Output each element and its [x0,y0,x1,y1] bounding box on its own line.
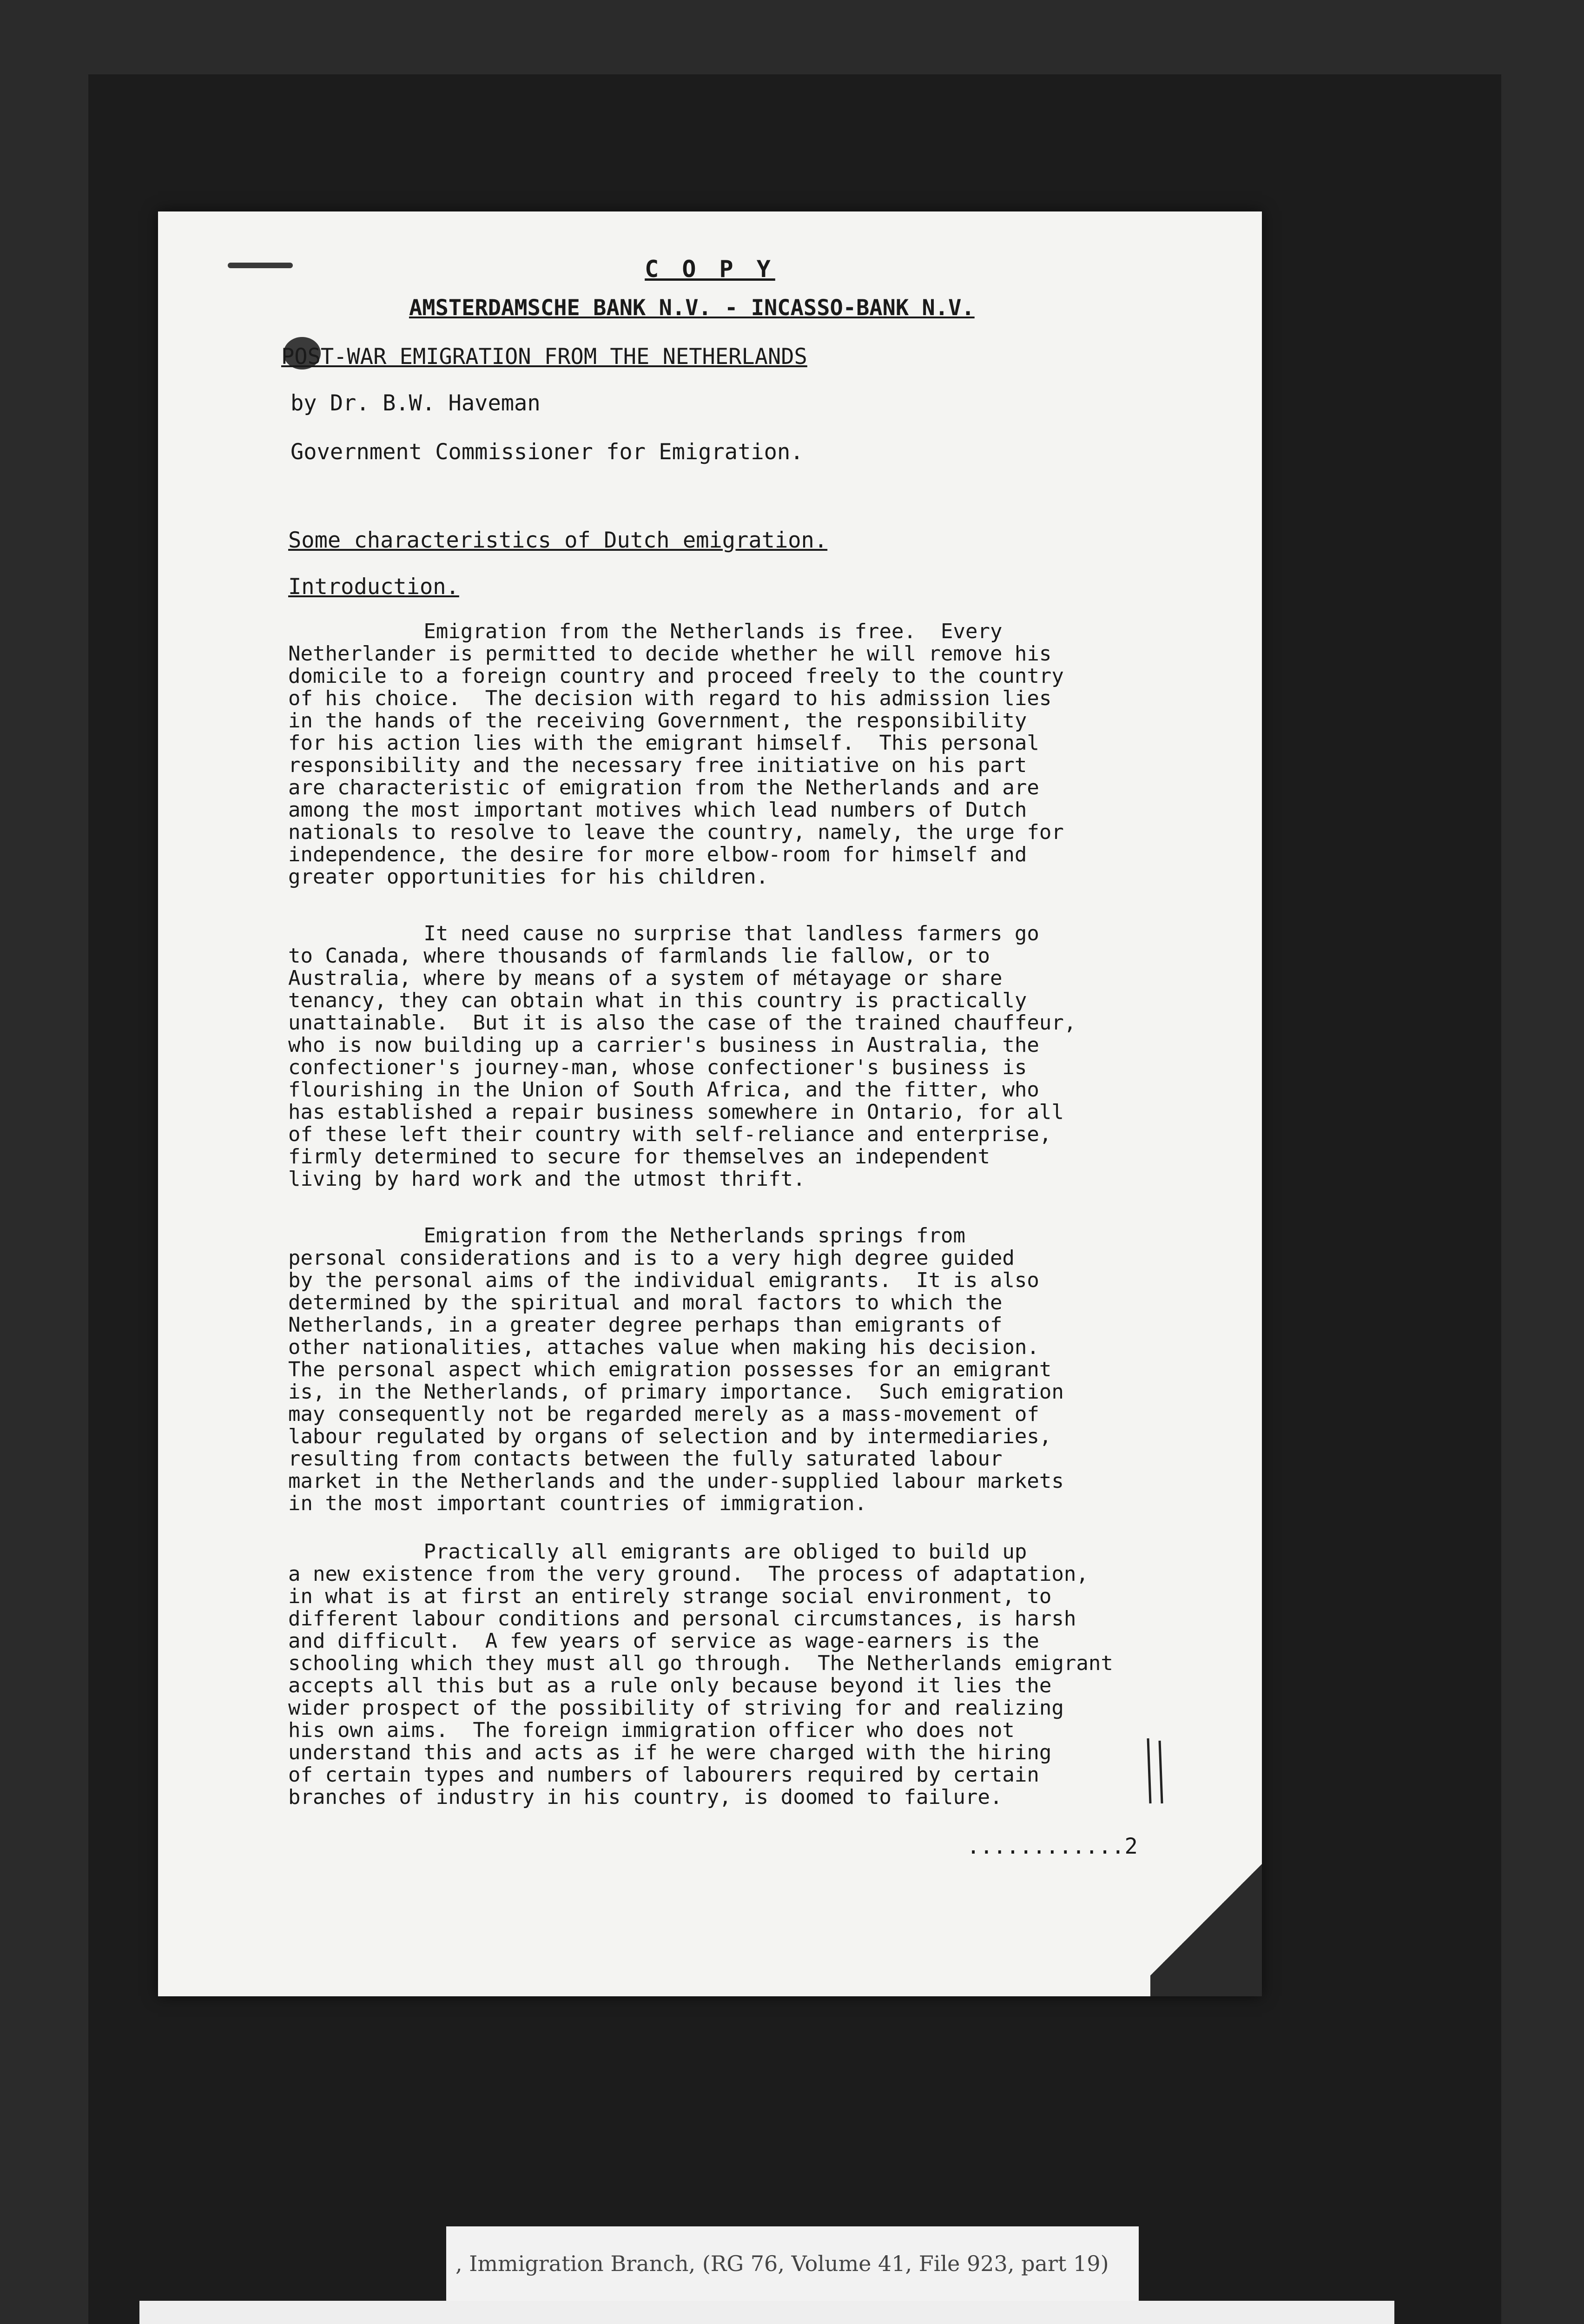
page-continuation: ............2 [967,1834,1138,1859]
paragraph: Emigration from the Netherlands springs from personal considerations and is to a very high degree guided by the personal aims of the individual emigrants. It is also determined by the spiritual and moral factors to which the Netherlands, in a greater degree perhaps than emigrants of other nationalities, attaches value when making his decision. The personal aspect which emigration possesses for an emigrant is, in the Netherlands, of primary importance. Such emigration may consequently not be regarded merely as a mass-movement of labour regulated by organs of selection and by intermediaries, resulting from contacts between the fully saturated labour market in the Netherlands and the under-supplied labour markets in the most important countries of immigration. [288,1224,1064,1515]
author-byline: by Dr. B.W. Haveman [290,390,541,416]
author-title: Government Commissioner for Emigration. [290,439,804,465]
copy-label: C O P Y [645,256,775,283]
paragraph: Practically all emigrants are obliged to build up a new existence from the very ground. The process of adaptation, in what is at first an entirely strange social environment, to different labour conditions and personal circumstances, is harsh and difficult. A few years of service as wage-earners is the schooling which they must all go through. The Netherlands emigrant accepts all this but as a rule only because beyond it lies the wider prospect of the possibility of striving for and realizing his own aims. The foreign immigration officer who does not understand this and acts as if he were charged with the hiring of certain types and numbers of labourers required by certain branches of industry in his country, is doomed to failure. [288,1540,1113,1809]
paragraph: Emigration from the Netherlands is free. Every Netherlander is permitted to decide whether he will remove his domicile to a foreign country and proceed freely to the country of his choice. The decision with regard to his admission lies in the hands of the receiving Government, the responsibility for his action lies with the emigrant himself. This personal responsibility and the necessary free initiative on his part are characteristic of emigration from the Netherlands and are among the most important motives which lead numbers of Dutch nationals to resolve to leave the country, namely, the urge for independence, the desire for more elbow-room for himself and greater opportunities for his children. [288,620,1064,889]
folded-corner [1150,1843,1262,1996]
document-heading: POST-WAR EMIGRATION FROM THE NETHERLANDS [281,344,807,370]
section-title: Some characteristics of Dutch emigration. [288,528,828,553]
archive-reference-label: , Immigration Branch, (RG 76, Volume 41, File 923, part 19) [446,2226,1139,2301]
handwritten-marks [1143,1736,1171,1806]
bank-name: AMSTERDAMSCHE BANK N.V. - INCASSO-BANK N.V. [409,295,975,321]
archives-stamp [139,2301,1394,2324]
subsection-title: Introduction. [288,574,459,600]
paragraph: It need cause no surprise that landless farmers go to Canada, where thousands of farmlands lie fallow, or to Australia, where by means of a system of métayage or share tenancy, they can obtain what in this country is practically unattainable. But it is also the case of the trained chauffeur, who is now building up a carrier's business in Australia, the confectioner's journey-man, whose confectioner's business is flourishing in the Union of South Africa, and the fitter, who has established a repair business somewhere in Ontario, for all of these left their country with self-reliance and enterprise, firmly determined to secure for themselves an independent living by hard work and the utmost thrift. [288,922,1076,1191]
document-page [158,211,1262,1996]
